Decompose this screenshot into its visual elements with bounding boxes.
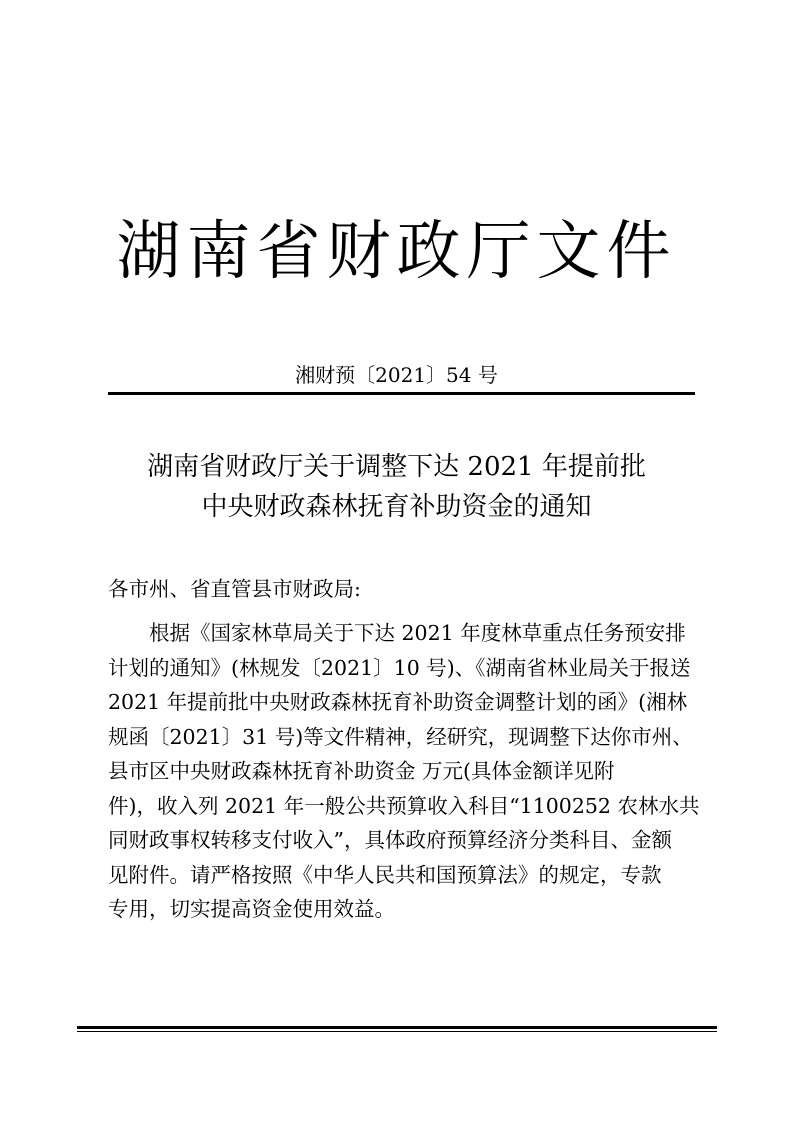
body-line: 见附件。请严格按照《中华人民共和国预算法》的规定，专款 <box>108 862 662 887</box>
body-line: 专用，切实提高资金使用效益。 <box>108 897 395 921</box>
document-header-title: 湖南省财政厅文件 <box>116 215 677 289</box>
body-line: 2021 年提前批中央财政森林抚育补助资金调整计划的函》(湘林 <box>108 690 688 714</box>
body-line: 件)，收入列 2021 年一般公共预算收入科目“1100252 农林水共 <box>108 793 700 818</box>
footer-divider-line <box>77 1026 717 1032</box>
body-line: 县市区中央财政森林抚育补助资金 万元(具体金额详见附 <box>108 759 615 783</box>
document-subject <box>0 447 793 527</box>
header-divider-line <box>108 392 695 395</box>
subject-line: 湖南省财政厅关于调整下达 2021 年提前批 <box>147 452 646 482</box>
body-line: 同财政事权转移支付收入”，具体政府预算经济分类科目、金额 <box>108 828 672 852</box>
body-paragraph <box>108 616 700 927</box>
body-line: 根据《国家林草局关于下达 2021 年度林草重点任务预安排 <box>149 621 686 645</box>
body-line: 规函〔2021〕31 号)等文件精神，经研究，现调整下达你市州、 <box>108 724 693 749</box>
subject-line: 中央财政森林抚育补助资金的通知 <box>201 492 592 522</box>
salutation: 各市州、省直管县市财政局: <box>108 577 361 601</box>
body-line: 计划的通知》(林规发〔2021〕10 号)、《湖南省林业局关于报送 <box>108 655 691 680</box>
document-number: 湘财预〔2021〕54 号 <box>295 363 498 387</box>
